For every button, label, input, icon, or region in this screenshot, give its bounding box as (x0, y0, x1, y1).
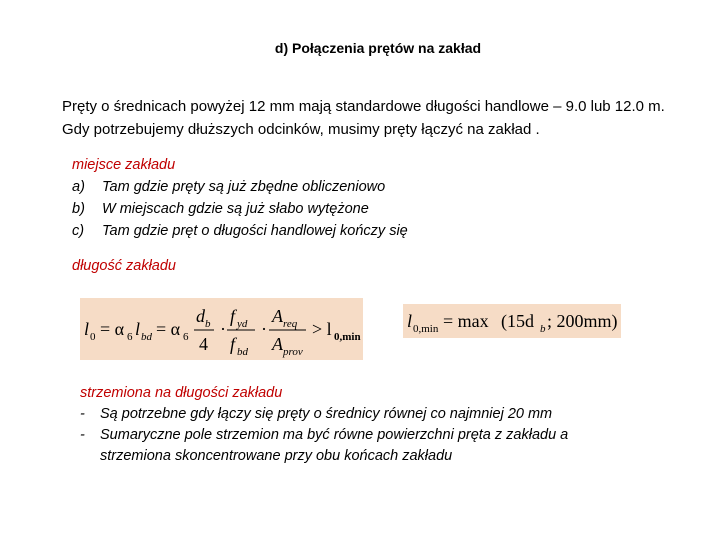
bullet-text: Sumaryczne pole strzemion ma być równe powierzchni pręta z zakładu a strzemiona skoncentrowane przy obu końcach zakładu (100, 427, 569, 464)
list-item-label: c) (72, 223, 85, 239)
formula2-lhs-sub: 0,min (413, 323, 439, 335)
frac1-den: 4 (199, 334, 208, 354)
list-item-text: Tam gdzie pręty są już zbędne obliczeniowo (102, 179, 386, 195)
bullet-text: Są potrzebne gdy łączy się pręty o średnicy równej co najmniej 20 mm (100, 406, 553, 422)
frac3-den-sub: prov (283, 346, 303, 358)
formula-gt: > l (312, 319, 332, 339)
formula-dot: · (220, 319, 226, 339)
formula-alpha2-sub: 6 (183, 331, 189, 343)
formula-lbd-sub: bd (141, 331, 152, 343)
list-item (72, 198, 408, 220)
frac1-num: d (196, 306, 205, 326)
formula-eq2-alpha: = α (156, 319, 181, 339)
formula-gt-sub: 0,min (334, 331, 361, 343)
frac1-num-sub: b (205, 318, 211, 330)
formula2-eq-max: = max (443, 311, 489, 331)
list-item (80, 404, 640, 425)
list-item (80, 425, 640, 467)
stirrups-section (80, 383, 640, 467)
list-item-text: W miejscach gdzie są już słabo wytężone (102, 201, 369, 217)
formula-dot-2: · (261, 319, 267, 339)
formula2-lhs: l (407, 311, 413, 331)
bullet-dash: - (80, 427, 85, 443)
lap-length-formula-svg (80, 298, 363, 360)
frac3-num-sub: req (283, 318, 298, 330)
frac2-den: f (230, 334, 236, 354)
min-lap-length-formula (403, 304, 621, 338)
lap-length-heading: długość zakładu (72, 258, 176, 274)
frac2-den-sub: bd (237, 346, 248, 358)
formula-eq-alpha: = α (100, 319, 125, 339)
formula2-d-sub: b (540, 323, 546, 335)
lap-length-formula (80, 298, 363, 360)
formula-lhs: l (84, 319, 90, 339)
intro-paragraph: Pręty o średnicach powyżej 12 mm mają standardowe długości handlowe – 9.0 lub 12.0 m. Gdy potrzebujemy dłuższych odcinków, musimy pręty łączyć na zakład . (62, 98, 665, 138)
frac3-num: A (272, 306, 283, 326)
lap-location-section (72, 154, 408, 242)
formula-lbd: l (135, 319, 141, 339)
list-item (72, 220, 408, 242)
formula2-rest: ; 200mm) (547, 311, 618, 331)
frac3-den: A (272, 334, 283, 354)
list-item-text: Tam gdzie pręt o długości handlowej kończy się (102, 223, 408, 239)
frac2-num: f (230, 306, 236, 326)
slide-title: d) Połączenia prętów na zakład (274, 40, 482, 56)
formula-lhs-sub: 0 (90, 331, 96, 343)
frac2-num-sub: yd (237, 318, 248, 330)
lap-location-heading: miejsce zakładu (72, 157, 176, 173)
formula-alpha-sub: 6 (127, 331, 133, 343)
list-item-label: a) (72, 179, 85, 195)
stirrups-heading: strzemiona na długości zakładu (80, 385, 283, 401)
formula2-open: (15d (501, 311, 534, 331)
list-item (72, 176, 408, 198)
min-lap-length-formula-svg (403, 304, 621, 338)
list-item-label: b) (72, 201, 85, 217)
bullet-dash: - (80, 406, 85, 422)
